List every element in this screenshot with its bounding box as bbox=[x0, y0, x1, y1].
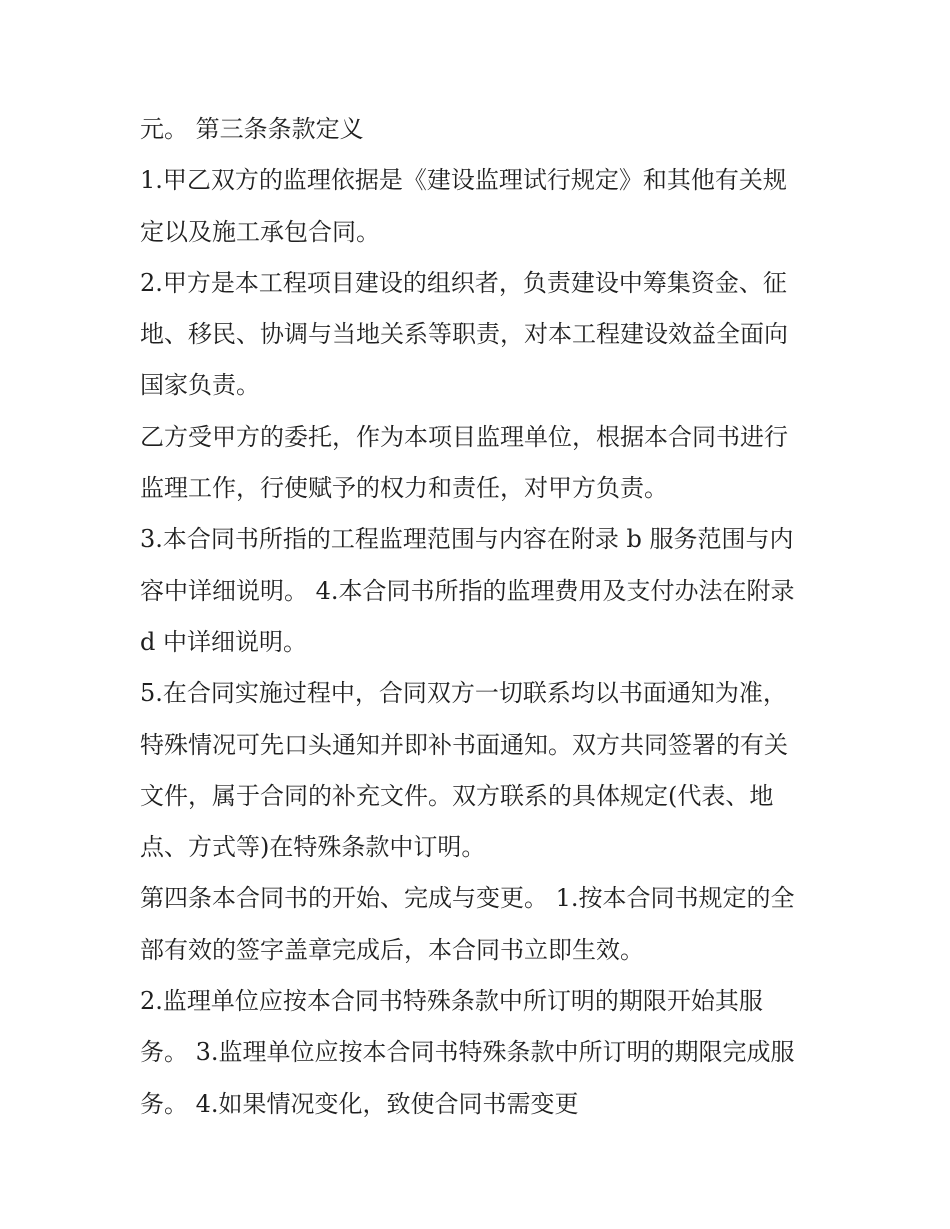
text-line: 定以及施工承包合同。 bbox=[140, 217, 380, 246]
text-line: 部有效的签字盖章完成后，本合同书立即生效。 bbox=[140, 935, 644, 964]
text-line: 元。 第三条条款定义 bbox=[140, 115, 364, 143]
text-line: 国家负责。 bbox=[140, 371, 260, 400]
text-line: 乙方受甲方的委托，作为本项目监理单位，根据本合同书进行 bbox=[140, 422, 788, 451]
text-line: 容中详细说明。 4.本合同书所指的监理费用及支付办法在附录 bbox=[140, 576, 795, 605]
text-line: 务。 4.如果情况变化，致使合同书需变更 bbox=[140, 1089, 579, 1118]
document-body bbox=[140, 104, 820, 1130]
text-line: 3.本合同书所指的工程监理范围与内容在附录 b 服务范围与内 bbox=[140, 525, 794, 554]
text-line: 5.在合同实施过程中，合同双方一切联系均以书面通知为准， bbox=[140, 679, 787, 708]
text-line: 2.甲方是本工程项目建设的组织者，负责建设中筹集资金、征 bbox=[140, 268, 787, 297]
text-line: 地、移民、协调与当地关系等职责，对本工程建设效益全面向 bbox=[140, 320, 788, 349]
text-line: 2.监理单位应按本合同书特殊条款中所订明的期限开始其服 bbox=[140, 987, 763, 1016]
text-line: 特殊情况可先口头通知并即补书面通知。双方共同签署的有关 bbox=[140, 730, 788, 759]
text-line: 务。 3.监理单位应按本合同书特殊条款中所订明的期限完成服 bbox=[140, 1038, 795, 1067]
text-line: d 中详细说明。 bbox=[140, 627, 307, 656]
text-line: 监理工作，行使赋予的权力和责任，对甲方负责。 bbox=[140, 474, 668, 503]
text-line: 文件，属于合同的补充文件。双方联系的具体规定(代表、地 bbox=[140, 781, 774, 810]
text-line: 第四条本合同书的开始、完成与变更。 1.按本合同书规定的全 bbox=[140, 884, 795, 913]
text-line: 点、方式等)在特殊条款中订明。 bbox=[140, 833, 486, 862]
text-line: 1.甲乙双方的监理依据是《建设监理试行规定》和其他有关规 bbox=[140, 166, 787, 195]
